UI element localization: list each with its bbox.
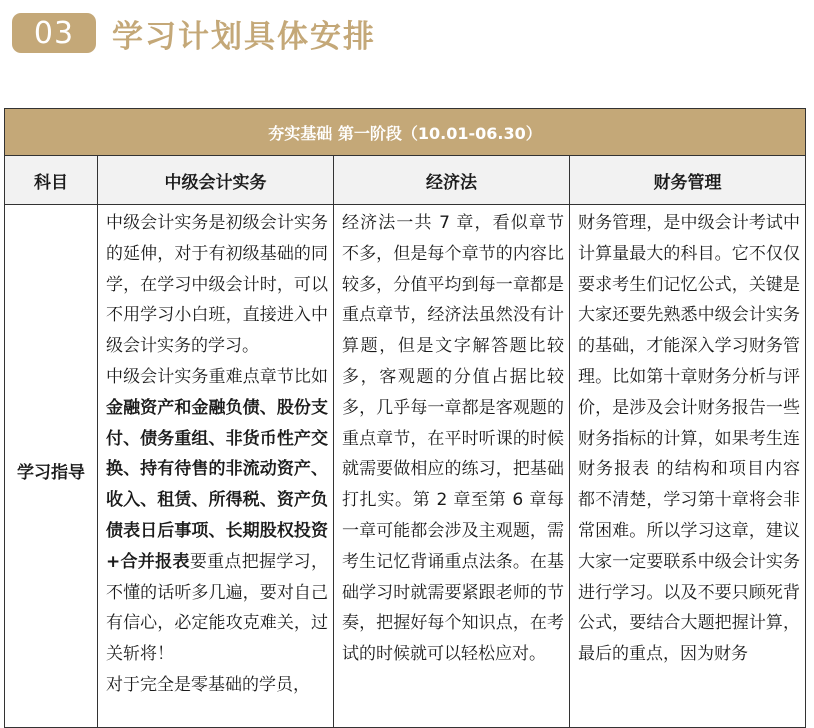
accounting-paragraph-1: 中级会计实务是初级会计实务的延伸，对于有初级基础的同学，在学习中级会计时，可以不用学习小白班，直接进入中级会计实务的学习。 <box>106 213 328 357</box>
row-subject-label: 学习指导 <box>5 205 98 728</box>
finance-guidance-cell: 财务管理，是中级会计考试中计算量最大的科目。它不仅仅要求考生们记忆公式，关键是大家还要先熟悉中级会计实务的基础，才能深入学习财务管理。比如第十章财务分析与评价，是涉及会计财务报告一些财务指标的计算，如果考生连财务报表 的结构和项目内容都不清楚，学习第十章将会非常困难。所以学习这章，建议大家一定要联系中级会计实务进行学习。以及不要只顾死背公式，要结合大题把握计算，最后的重点，因为财务 <box>578 213 800 665</box>
accounting-paragraph-3: 对于完全是零基础的学员， <box>106 674 310 695</box>
column-header-law: 经济法 <box>334 156 570 204</box>
accounting-guidance-cell <box>98 205 334 728</box>
table-row <box>5 205 805 728</box>
law-guidance-cell: 经济法一共 7 章，看似章节不多，但是每个章节的内容比较多，分值平均到每一章都是重点章节，经济法虽然没有计算题，但是文字解答题比较多，客观题的分值占据比较多，几乎每一章都是客观题的重点章节，在平时听课的时候就需要做相应的练习，把基础打扎实。第 2 章至第 6 章每一章可能都会涉及主观题，需考生记忆背诵重点法条。在基础学习时就需要紧跟老师的节奏，把握好每个知识点，在考试的时候就可以轻松应对。 <box>334 205 570 728</box>
section-header <box>12 12 376 54</box>
accounting-paragraph-2-lead: 中级会计实务重难点章节比如 <box>106 366 328 387</box>
section-number-badge: 03 <box>12 13 96 53</box>
column-header-finance: 财务管理 <box>653 172 722 193</box>
accounting-key-chapters: 金融资产和金融负债、股份支付、债务重组、非货币性产交换、持有待售的非流动资产、收入、租赁、所得税、资产负债表日后事项、长期股权投资+合并报表 <box>106 397 328 572</box>
table-header-row <box>5 156 805 205</box>
study-plan-table <box>4 108 806 728</box>
column-header-subject: 科目 <box>5 156 98 204</box>
column-header-accounting: 中级会计实务 <box>98 156 334 204</box>
accounting-paragraph-2-tail: 要重点把握学习，不懂的话听多几遍，要对自己有信心，必定能攻克难关，过关斩将！ <box>106 551 328 665</box>
section-title: 学习计划具体安排 <box>112 18 376 55</box>
stage-title: 夯实基础 第一阶段（10.01-06.30） <box>5 109 805 156</box>
